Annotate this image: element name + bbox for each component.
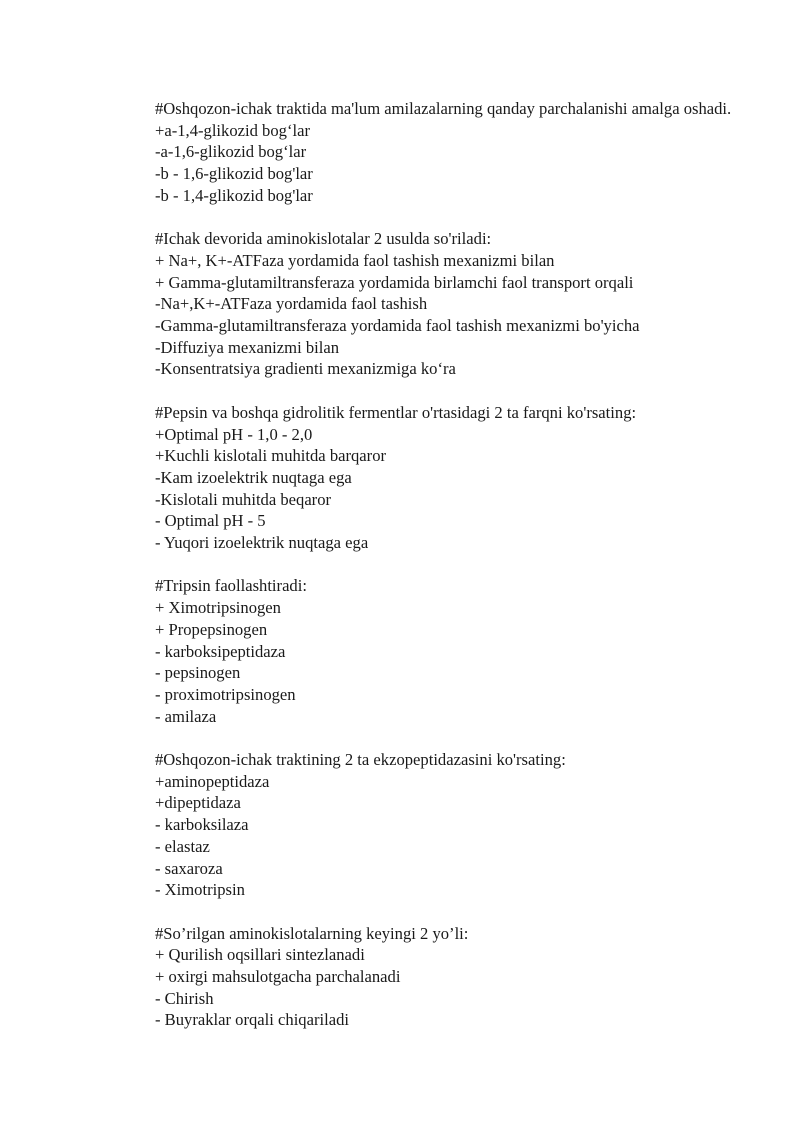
answer-option: -b - 1,4-glikozid bog'lar: [155, 185, 313, 205]
answer-option: - pepsinogen: [155, 663, 241, 683]
question-block-4: [155, 575, 743, 727]
answer-option: + Ximotripsinogen: [155, 598, 281, 618]
document-body: [155, 98, 743, 1053]
answer-option: + Na+, K+-ATFaza yordamida faol tashish mexanizmi bilan: [155, 250, 555, 270]
answer-option: -a-1,6-glikozid bog‘lar: [155, 142, 307, 162]
answer-option: - karboksilaza: [155, 815, 249, 835]
answer-option: - Optimal pH - 5: [155, 511, 266, 531]
answer-option: +dipeptidaza: [155, 793, 241, 813]
answer-option: +Kuchli kislotali muhitda barqaror: [155, 446, 387, 466]
answer-option: - saxaroza: [155, 858, 223, 878]
answer-option: - proximotripsinogen: [155, 684, 296, 704]
answer-option: - karboksipeptidaza: [155, 641, 286, 661]
answer-option: +aminopeptidaza: [155, 771, 270, 791]
answer-option: - amilaza: [155, 706, 217, 726]
question-text: #Ichak devorida aminokislotalar 2 usulda so'riladi:: [155, 229, 492, 249]
question-text: #Pepsin va boshqa gidrolitik fermentlar o'rtasidagi 2 ta farqni ko'rsating:: [155, 402, 637, 422]
answer-option: +a-1,4-glikozid bog‘lar: [155, 120, 310, 140]
question-block-6: [155, 923, 743, 1032]
question-block-3: [155, 402, 743, 554]
answer-option: - Buyraklar orqali chiqariladi: [155, 1010, 349, 1030]
question-text: #Tripsin faollashtiradi:: [155, 576, 307, 596]
answer-option: -Na+,K+-ATFaza yordamida faol tashish: [155, 294, 428, 314]
answer-option: + oxirgi mahsulotgacha parchalanadi: [155, 967, 401, 987]
question-text: #Oshqozon-ichak traktida ma'lum amilazalarning qanday parchalanishi amalga oshadi.: [155, 99, 732, 118]
question-text: #Oshqozon-ichak traktining 2 ta ekzopeptidazasini ko'rsating:: [155, 750, 566, 770]
question-block-2: [155, 228, 743, 380]
answer-option: -Gamma-glutamiltransferaza yordamida faol tashish mexanizmi bo'yicha: [155, 316, 640, 336]
answer-option: + Gamma-glutamiltransferaza yordamida birlamchi faol transport orqali: [155, 272, 634, 292]
question-text: #So’rilgan aminokislotalarning keyingi 2 yo’li:: [155, 923, 469, 943]
answer-option: - elastaz: [155, 836, 210, 856]
answer-option: -b - 1,6-glikozid bog'lar: [155, 164, 313, 184]
answer-option: + Propepsinogen: [155, 619, 268, 639]
answer-option: + Qurilish oqsillari sintezlanadi: [155, 945, 365, 965]
question-block-1: [155, 98, 743, 207]
answer-option: -Kam izoelektrik nuqtaga ega: [155, 467, 352, 487]
answer-option: - Chirish: [155, 988, 214, 1008]
question-block-5: [155, 749, 743, 901]
answer-option: - Yuqori izoelektrik nuqtaga ega: [155, 533, 369, 553]
answer-option: - Ximotripsin: [155, 880, 245, 900]
answer-option: +Optimal pH - 1,0 - 2,0: [155, 424, 313, 444]
answer-option: -Konsentratsiya gradienti mexanizmiga ko‘ra: [155, 359, 456, 379]
answer-option: -Diffuziya mexanizmi bilan: [155, 337, 340, 357]
answer-option: -Kislotali muhitda beqaror: [155, 489, 332, 509]
